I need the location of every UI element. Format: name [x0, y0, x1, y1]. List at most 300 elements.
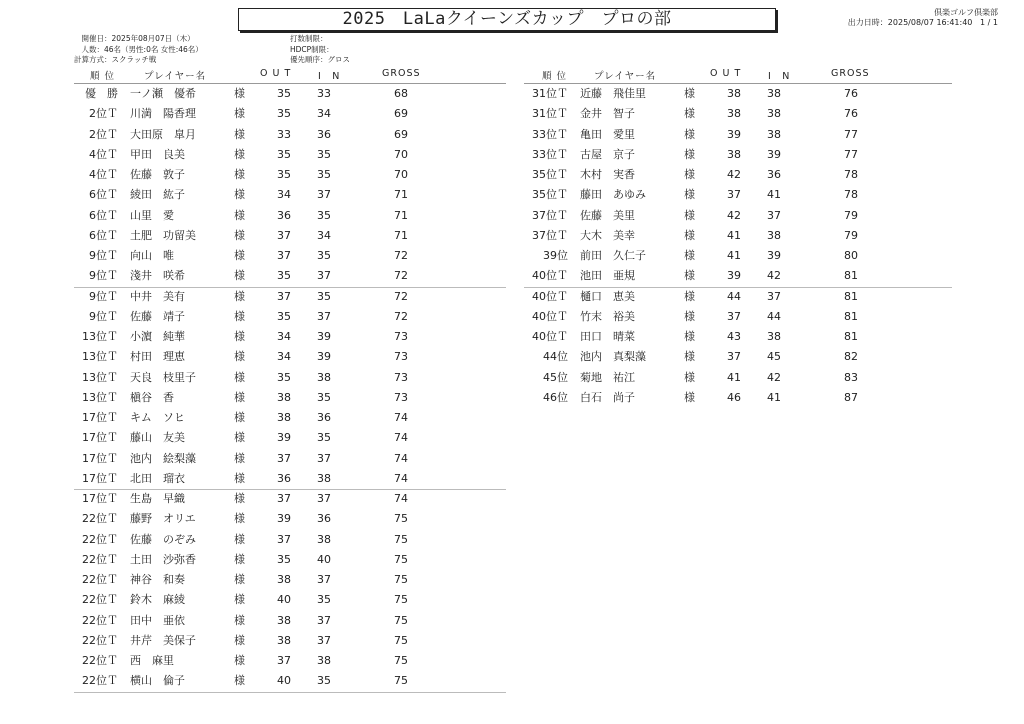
table-row: [0, 408, 1024, 428]
honorific: 様: [234, 289, 245, 303]
rank-cell: 22位Ｔ: [82, 552, 118, 566]
out-score: 37: [277, 451, 291, 465]
out-score: 42: [727, 168, 741, 181]
player-name: 藤野 オリエ: [130, 512, 196, 526]
gross-score: 74: [394, 411, 408, 424]
player-name: 藤田 あゆみ: [580, 188, 646, 202]
rank-cell: 31位Ｔ: [532, 87, 568, 100]
gross-score: 80: [844, 249, 858, 262]
gross-score: 73: [394, 370, 408, 384]
rank-cell: 46位: [543, 390, 568, 404]
gross-score: 75: [394, 654, 408, 667]
honorific: 様: [234, 593, 245, 607]
table-row: [0, 449, 1024, 469]
rank-cell: 44位: [543, 350, 568, 364]
gross-score: 81: [844, 330, 858, 343]
out-score: 38: [727, 147, 741, 161]
in-score: 34: [317, 107, 331, 121]
honorific: 様: [234, 654, 245, 667]
out-score: 37: [277, 289, 291, 303]
header-in: I N: [318, 71, 341, 82]
gross-score: 71: [394, 228, 408, 242]
in-score: 41: [767, 390, 781, 404]
rank-cell: 22位Ｔ: [82, 532, 118, 546]
honorific: 様: [234, 87, 245, 100]
in-score: 35: [317, 147, 331, 161]
player-name: 大田原 皐月: [130, 127, 196, 141]
rank-cell: 40位Ｔ: [532, 269, 568, 283]
in-score: 41: [767, 188, 781, 202]
player-name: 神谷 和奏: [130, 573, 185, 586]
gross-score: 70: [394, 147, 408, 161]
gross-score: 73: [394, 330, 408, 343]
rank-cell: 9位Ｔ: [89, 309, 118, 323]
header-gross-right: GROSS: [831, 68, 870, 79]
honorific: 様: [234, 188, 245, 202]
gross-score: 76: [844, 107, 858, 121]
out-score: 37: [277, 532, 291, 546]
player-name: 大木 美幸: [580, 228, 635, 242]
in-score: 38: [767, 127, 781, 141]
honorific: 様: [684, 168, 695, 181]
gross-score: 75: [394, 573, 408, 586]
gross-score: 78: [844, 168, 858, 181]
honorific: 様: [234, 249, 245, 262]
honorific: 様: [684, 249, 695, 262]
honorific: 様: [234, 350, 245, 364]
honorific: 様: [234, 309, 245, 323]
out-score: 41: [727, 370, 741, 384]
honorific: 様: [234, 168, 245, 181]
rank-cell: 22位Ｔ: [82, 573, 118, 586]
header-out-right: O U T: [710, 68, 742, 79]
player-name: 山里 愛: [130, 208, 174, 222]
meta-right: [290, 34, 350, 66]
rank-cell: 6位Ｔ: [89, 228, 118, 242]
meta-hdcp-limit: HDCP制限：: [290, 44, 334, 54]
table-row: [0, 631, 1024, 651]
player-name: 佐藤 敦子: [130, 168, 185, 181]
rank-cell: 45位: [543, 370, 568, 384]
gross-score: 72: [394, 289, 408, 303]
in-score: 35: [317, 168, 331, 181]
table-row: [0, 246, 1024, 266]
out-score: 37: [727, 350, 741, 364]
out-score: 37: [277, 492, 291, 505]
in-score: 35: [317, 289, 331, 303]
out-score: 40: [277, 674, 291, 688]
document-title: 2025 LaLaクイーンズカップ プロの部: [238, 8, 776, 31]
out-score: 37: [727, 188, 741, 202]
output-datetime-line: [848, 17, 998, 28]
player-name: 竹末 裕美: [580, 309, 635, 323]
player-name: 天良 枝里子: [130, 370, 196, 384]
player-name: 土田 沙弥香: [130, 552, 196, 566]
in-score: 38: [317, 532, 331, 546]
out-score: 34: [277, 330, 291, 343]
table-row: [0, 266, 1024, 286]
out-score: 37: [277, 228, 291, 242]
player-name: 北田 瑠衣: [130, 471, 185, 485]
honorific: 様: [684, 350, 695, 364]
gross-score: 76: [844, 87, 858, 100]
table-row: [0, 206, 1024, 226]
in-score: 37: [767, 289, 781, 303]
player-name: 西 麻里: [130, 654, 174, 667]
gross-score: 71: [394, 188, 408, 202]
player-name: 横山 倫子: [130, 674, 185, 688]
table-row: [0, 651, 1024, 671]
out-score: 46: [727, 390, 741, 404]
in-score: 39: [767, 249, 781, 262]
player-name: 綾田 紘子: [130, 188, 185, 202]
table-row: [0, 388, 1024, 408]
player-name: 樋口 恵美: [580, 289, 635, 303]
out-score: 38: [727, 107, 741, 121]
gross-score: 68: [394, 87, 408, 100]
honorific: 様: [684, 390, 695, 404]
out-score: 38: [277, 390, 291, 404]
in-score: 33: [317, 87, 331, 100]
out-score: 35: [277, 168, 291, 181]
player-name: 向山 唯: [130, 249, 174, 262]
rank-cell: 17位Ｔ: [82, 431, 118, 445]
player-name: 甲田 良美: [130, 147, 185, 161]
table-row: [0, 307, 1024, 327]
gross-score: 75: [394, 512, 408, 526]
gross-score: 75: [394, 633, 408, 647]
rank-cell: 22位Ｔ: [82, 593, 118, 607]
meta-date: 開催日： 2025年08月07日（木）: [74, 34, 195, 43]
honorific: 様: [684, 127, 695, 141]
honorific: 様: [234, 633, 245, 647]
rank-cell: 13位Ｔ: [82, 390, 118, 404]
honorific: 様: [684, 107, 695, 121]
honorific: 様: [684, 309, 695, 323]
rank-cell: 22位Ｔ: [82, 633, 118, 647]
player-name: キム ソヒ: [130, 411, 185, 424]
honorific: 様: [234, 674, 245, 688]
in-score: 37: [317, 573, 331, 586]
gross-score: 74: [394, 492, 408, 505]
group-divider: [74, 692, 506, 693]
honorific: 様: [234, 471, 245, 485]
player-name: 金井 智子: [580, 107, 635, 121]
in-score: 45: [767, 350, 781, 364]
out-score: 39: [727, 269, 741, 283]
out-score: 39: [277, 512, 291, 526]
honorific: 様: [234, 269, 245, 283]
player-name: 亀田 愛里: [580, 127, 635, 141]
rank-cell: 13位Ｔ: [82, 370, 118, 384]
in-score: 42: [767, 370, 781, 384]
honorific: 様: [684, 289, 695, 303]
gross-score: 70: [394, 168, 408, 181]
rank-cell: 17位Ｔ: [82, 492, 118, 505]
honorific: 様: [684, 228, 695, 242]
out-score: 41: [727, 228, 741, 242]
out-score: 37: [727, 309, 741, 323]
honorific: 様: [234, 228, 245, 242]
player-name: 藤山 友美: [130, 431, 185, 445]
header-rank-right: 順 位: [542, 71, 568, 82]
rank-cell: 40位Ｔ: [532, 330, 568, 343]
player-name: 池田 亜規: [580, 269, 635, 283]
gross-score: 81: [844, 309, 858, 323]
player-name: 鈴木 麻綾: [130, 593, 185, 607]
out-score: 36: [277, 208, 291, 222]
output-datetime: 2025/08/07 16:41:40: [887, 18, 973, 27]
player-name: 前田 久仁子: [580, 249, 646, 262]
honorific: 様: [234, 370, 245, 384]
out-score: 36: [277, 471, 291, 485]
table-row: [0, 145, 1024, 165]
honorific: 様: [234, 127, 245, 141]
player-name: 佐藤 美里: [580, 208, 635, 222]
gross-score: 69: [394, 107, 408, 121]
out-score: 35: [277, 147, 291, 161]
table-row: [0, 84, 1024, 104]
table-row: [0, 165, 1024, 185]
rank-cell: 40位Ｔ: [532, 309, 568, 323]
meta-method: 計算方式： スクラッチ戦: [74, 55, 157, 64]
page-number: 1 / 1: [980, 18, 998, 27]
gross-score: 78: [844, 188, 858, 202]
in-score: 39: [317, 330, 331, 343]
out-score: 33: [277, 127, 291, 141]
club-name: 倶楽ゴルフ倶楽部: [934, 8, 998, 17]
player-name: 淺井 咲希: [130, 269, 185, 283]
in-score: 37: [317, 492, 331, 505]
in-score: 42: [767, 269, 781, 283]
in-score: 36: [317, 512, 331, 526]
in-score: 36: [767, 168, 781, 181]
in-score: 38: [767, 87, 781, 100]
rank-cell: 37位Ｔ: [532, 228, 568, 242]
table-row: [0, 489, 1024, 509]
player-name: 一ノ瀬 優希: [130, 87, 196, 100]
rank-cell: 9位Ｔ: [89, 269, 118, 283]
header-in-right: I N: [768, 71, 791, 82]
honorific: 様: [234, 208, 245, 222]
meta-count: 人数： 46名（男性:0名 女性:46名）: [74, 44, 203, 54]
player-name: 村田 理恵: [130, 350, 185, 364]
honorific: 様: [234, 431, 245, 445]
table-row: [0, 570, 1024, 590]
gross-score: 74: [394, 471, 408, 485]
in-score: 37: [767, 208, 781, 222]
column-header-left: [0, 68, 1024, 82]
gross-score: 72: [394, 249, 408, 262]
rank-cell: 優 勝: [85, 87, 118, 100]
table-row: [0, 287, 1024, 307]
in-score: 37: [317, 269, 331, 283]
gross-score: 83: [844, 370, 858, 384]
player-name: 白石 尚子: [580, 390, 635, 404]
gross-score: 87: [844, 390, 858, 404]
table-row: [0, 125, 1024, 145]
honorific: 様: [234, 147, 245, 161]
in-score: 35: [317, 431, 331, 445]
gross-score: 73: [394, 350, 408, 364]
player-name: 中井 美有: [130, 289, 185, 303]
gross-score: 72: [394, 269, 408, 283]
rank-cell: 2位Ｔ: [89, 127, 118, 141]
in-score: 36: [317, 411, 331, 424]
honorific: 様: [234, 107, 245, 121]
in-score: 37: [317, 309, 331, 323]
player-name: 佐藤 のぞみ: [130, 532, 196, 546]
honorific: 様: [234, 330, 245, 343]
out-score: 35: [277, 269, 291, 283]
rank-cell: 9位Ｔ: [89, 289, 118, 303]
in-score: 35: [317, 208, 331, 222]
in-score: 37: [317, 451, 331, 465]
player-name: 小濵 純華: [130, 330, 185, 343]
honorific: 様: [234, 390, 245, 404]
rank-cell: 22位Ｔ: [82, 613, 118, 627]
out-score: 35: [277, 552, 291, 566]
honorific: 様: [684, 370, 695, 384]
out-score: 38: [727, 87, 741, 100]
gross-score: 82: [844, 350, 858, 364]
header-player-right: プレイヤー名: [594, 71, 657, 82]
out-score: 34: [277, 350, 291, 364]
out-score: 35: [277, 309, 291, 323]
table-row: [0, 509, 1024, 529]
out-score: 44: [727, 289, 741, 303]
out-score: 38: [277, 613, 291, 627]
in-score: 40: [317, 552, 331, 566]
rank-cell: 22位Ｔ: [82, 674, 118, 688]
header-out: O U T: [260, 68, 292, 79]
rank-cell: 40位Ｔ: [532, 289, 568, 303]
player-name: 川満 陽香理: [130, 107, 196, 121]
in-score: 38: [767, 107, 781, 121]
rank-cell: 4位Ｔ: [89, 147, 118, 161]
rank-cell: 6位Ｔ: [89, 188, 118, 202]
gross-score: 71: [394, 208, 408, 222]
in-score: 34: [317, 228, 331, 242]
rank-cell: 33位Ｔ: [532, 147, 568, 161]
in-score: 37: [317, 188, 331, 202]
in-score: 37: [317, 633, 331, 647]
output-label: 出力日時：: [847, 18, 888, 27]
rank-cell: 2位Ｔ: [89, 107, 118, 121]
player-name: 槇谷 香: [130, 390, 174, 404]
table-row: [0, 368, 1024, 388]
gross-score: 74: [394, 451, 408, 465]
player-name: 生島 早織: [130, 492, 185, 505]
rank-cell: 4位Ｔ: [89, 168, 118, 181]
table-row: [0, 671, 1024, 691]
table-row: [0, 428, 1024, 448]
rank-cell: 37位Ｔ: [532, 208, 568, 222]
out-score: 40: [277, 593, 291, 607]
out-score: 37: [277, 654, 291, 667]
gross-score: 79: [844, 208, 858, 222]
gross-score: 77: [844, 147, 858, 161]
table-row: [0, 611, 1024, 631]
rank-cell: 17位Ｔ: [82, 471, 118, 485]
honorific: 様: [684, 269, 695, 283]
rank-cell: 31位Ｔ: [532, 107, 568, 121]
out-score: 37: [277, 249, 291, 262]
out-score: 35: [277, 370, 291, 384]
table-row: [0, 104, 1024, 124]
header-player: プレイヤー名: [144, 71, 207, 82]
honorific: 様: [684, 147, 695, 161]
in-score: 39: [767, 147, 781, 161]
table-row: [0, 185, 1024, 205]
gross-score: 75: [394, 674, 408, 688]
in-score: 35: [317, 390, 331, 404]
out-score: 39: [277, 431, 291, 445]
header-gross: GROSS: [382, 68, 421, 79]
meta-stroke-limit: 打数制限：: [290, 34, 328, 43]
gross-score: 75: [394, 552, 408, 566]
rank-cell: 17位Ｔ: [82, 451, 118, 465]
gross-score: 77: [844, 127, 858, 141]
in-score: 38: [317, 471, 331, 485]
in-score: 39: [317, 350, 331, 364]
rank-cell: 17位Ｔ: [82, 411, 118, 424]
honorific: 様: [234, 573, 245, 586]
in-score: 35: [317, 249, 331, 262]
in-score: 44: [767, 309, 781, 323]
gross-score: 81: [844, 269, 858, 283]
gross-score: 75: [394, 532, 408, 546]
honorific: 様: [684, 330, 695, 343]
player-name: 佐藤 靖子: [130, 309, 185, 323]
gross-score: 75: [394, 593, 408, 607]
gross-score: 81: [844, 289, 858, 303]
gross-score: 79: [844, 228, 858, 242]
header-rank: 順 位: [90, 71, 116, 82]
gross-score: 73: [394, 390, 408, 404]
out-score: 35: [277, 87, 291, 100]
meta-left: [74, 34, 203, 66]
meta-priority: 優先順序： グロス: [290, 55, 350, 64]
in-score: 35: [317, 674, 331, 688]
gross-score: 72: [394, 309, 408, 323]
in-score: 38: [767, 228, 781, 242]
player-name: 池内 絵梨藻: [130, 451, 196, 465]
table-row: [0, 550, 1024, 570]
player-name: 木村 実香: [580, 168, 635, 181]
table-row: [0, 226, 1024, 246]
honorific: 様: [684, 87, 695, 100]
table-row: [0, 347, 1024, 367]
out-score: 38: [277, 411, 291, 424]
out-score: 38: [277, 633, 291, 647]
rank-cell: 6位Ｔ: [89, 208, 118, 222]
in-score: 38: [317, 654, 331, 667]
out-score: 35: [277, 107, 291, 121]
honorific: 様: [234, 512, 245, 526]
table-row: [0, 530, 1024, 550]
player-name: 土肥 功留美: [130, 228, 196, 242]
honorific: 様: [684, 188, 695, 202]
honorific: 様: [684, 208, 695, 222]
player-name: 池内 真梨藻: [580, 350, 646, 364]
rank-cell: 22位Ｔ: [82, 512, 118, 526]
player-name: 井芹 美保子: [130, 633, 196, 647]
gross-score: 75: [394, 613, 408, 627]
player-name: 田中 亜依: [130, 613, 185, 627]
table-row: [0, 590, 1024, 610]
table-row: [0, 327, 1024, 347]
